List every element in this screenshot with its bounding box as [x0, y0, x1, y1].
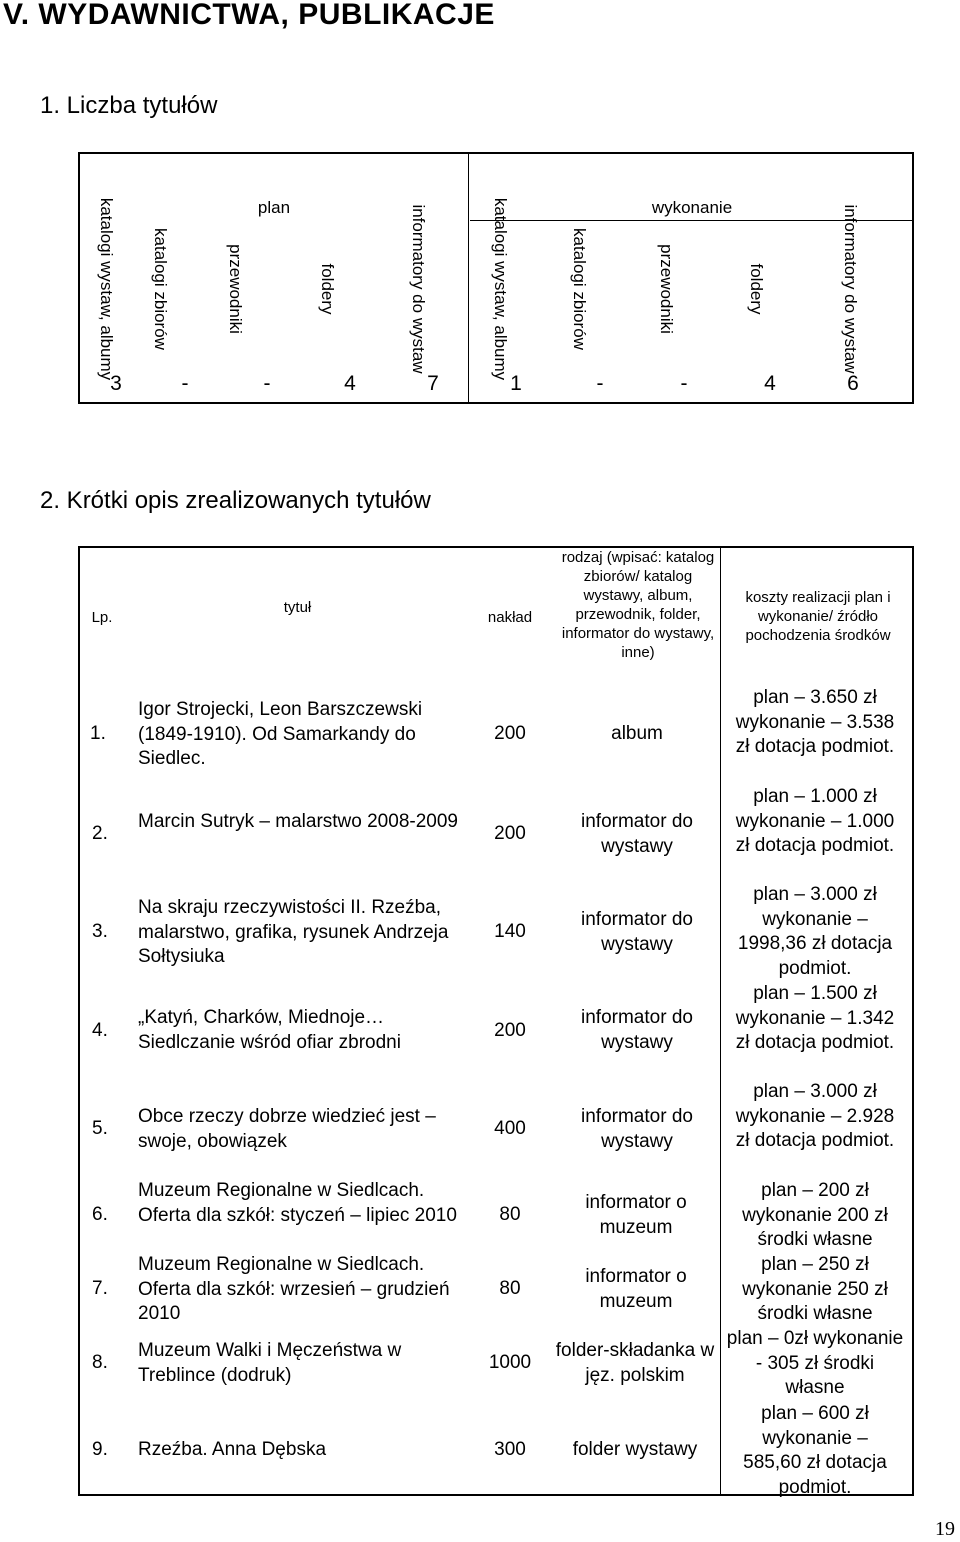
value-cell: 4 [344, 372, 356, 395]
row-9-lp: 9. [92, 1439, 108, 1460]
header-lp: Lp. [91, 609, 113, 626]
titles-count-table [78, 152, 914, 404]
value-cell: - [263, 372, 271, 395]
col-header-5: informatory do wystaw [409, 204, 428, 374]
row-6-rodzaj: informator o muzeum [585, 1192, 687, 1238]
row-8-title: Muzeum Walki i Męczeństwa w Treblince (dodruk) [138, 1340, 402, 1386]
titles-description-table [78, 546, 914, 1496]
row-3-koszty: plan – 3.000 zł wykonanie – 1998,36 zł dotacja podmiot. [737, 884, 893, 979]
row-5-rodzaj: informator do wystawy [581, 1106, 693, 1152]
value-cell: - [596, 372, 604, 395]
row-8-lp: 8. [92, 1352, 108, 1373]
row-1-naklad: 200 [494, 723, 526, 744]
row-6-naklad: 80 [499, 1204, 521, 1225]
value-cell: - [181, 372, 189, 395]
row-4-lp: 4. [92, 1020, 108, 1041]
col-header-9: foldery [747, 263, 766, 315]
row-9-naklad: 300 [494, 1439, 526, 1460]
row-2-title: Marcin Sutryk – malarstwo 2008-2009 [138, 811, 458, 832]
value-cell: 6 [847, 372, 859, 395]
row-2-lp: 2. [92, 823, 108, 844]
row-3-lp: 3. [92, 921, 108, 942]
col-header-10: informatory do wystaw [841, 204, 860, 374]
col-header-1: katalogi wystaw, albumy [97, 197, 116, 381]
row-7-koszty: plan – 250 zł wykonanie 250 zł środki własne [742, 1254, 888, 1324]
row-3-title: Na skraju rzeczywistości II. Rzeźba, malarstwo, grafika, rysunek Andrzeja Sołtysiuka [138, 897, 449, 967]
row-1-rodzaj: album [611, 723, 663, 744]
header-koszty: koszty realizacji plan i wykonanie/ źródło pochodzenia środków [745, 589, 891, 644]
row-2-naklad: 200 [494, 823, 526, 844]
group-plan-label: plan [257, 198, 291, 217]
value-cell: 7 [427, 372, 439, 395]
row-6-title: Muzeum Regionalne w Siedlcach. Oferta dla szkół: styczeń – lipiec 2010 [138, 1180, 457, 1226]
col-header-3: przewodniki [226, 244, 245, 334]
row-2-koszty: plan – 1.000 zł wykonanie – 1.000 zł dotacja podmiot. [735, 786, 895, 856]
row-2-rodzaj: informator do wystawy [581, 811, 693, 857]
section-1-title: 1. Liczba tytułów [40, 92, 218, 119]
header-naklad: nakład [487, 609, 533, 626]
row-4-title: „Katyń, Charków, Miednoje… Siedlczanie wśród ofiar zbrodni [138, 1007, 401, 1053]
section-2-title: 2. Krótki opis zrealizowanych tytułów [40, 487, 431, 514]
col-header-8: przewodniki [657, 244, 676, 334]
col-header-7: katalogi zbiorów [570, 228, 589, 350]
row-9-koszty: plan – 600 zł wykonanie – 585,60 zł dotacja podmiot. [743, 1403, 887, 1498]
value-cell: - [680, 372, 688, 395]
row-4-naklad: 200 [494, 1020, 526, 1041]
row-6-lp: 6. [92, 1204, 108, 1225]
row-5-lp: 5. [92, 1118, 108, 1139]
col-header-2: katalogi zbiorów [151, 228, 170, 350]
row-7-lp: 7. [92, 1278, 108, 1299]
page-number: 19 [935, 1518, 955, 1540]
row-7-naklad: 80 [499, 1278, 521, 1299]
group-wykonanie-label: wykonanie [651, 198, 733, 217]
row-7-rodzaj: informator o muzeum [585, 1266, 687, 1312]
row-8-koszty: plan – 0zł wykonanie - 305 zł środki własne [726, 1328, 904, 1398]
header-tytul: tytuł [283, 599, 312, 616]
row-6-koszty: plan – 200 zł wykonanie 200 zł środki własne [742, 1180, 888, 1250]
row-5-koszty: plan – 3.000 zł wykonanie – 2.928 zł dotacja podmiot. [735, 1081, 895, 1151]
row-8-naklad: 1000 [488, 1352, 532, 1373]
value-cell: 4 [764, 372, 776, 395]
row-9-rodzaj: folder wystawy [572, 1439, 698, 1460]
row-7-title: Muzeum Regionalne w Siedlcach. Oferta dla szkół: wrzesień – grudzień 2010 [138, 1254, 450, 1324]
col-header-4: foldery [318, 263, 337, 315]
row-9-title: Rzeźba. Anna Dębska [138, 1439, 327, 1460]
plan-execution-divider [468, 154, 469, 402]
row-4-koszty: plan – 1.500 zł wykonanie – 1.342 zł dotacja podmiot. [735, 983, 895, 1053]
row-5-title: Obce rzeczy dobrze wiedzieć jest – swoje, obowiązek [138, 1106, 436, 1152]
row-1-koszty: plan – 3.650 zł wykonanie – 3.538 zł dotacja podmiot. [735, 687, 895, 757]
row-5-naklad: 400 [494, 1118, 526, 1139]
header-rodzaj: rodzaj (wpisać: katalog zbiorów/ katalog wystawy, album, przewodnik, folder, informator do wystawy, inne) [561, 549, 715, 661]
row-1-lp: 1. [90, 723, 106, 744]
row-1-title: Igor Strojecki, Leon Barszczewski (1849-1910). Od Samarkandy do Siedlec. [138, 699, 423, 769]
row-3-rodzaj: informator do wystawy [581, 909, 693, 955]
page-heading: V. WYDAWNICTWA, PUBLIKACJE [3, 0, 495, 31]
value-cell: 3 [110, 372, 122, 395]
row-3-naklad: 140 [494, 921, 526, 942]
value-cell: 1 [510, 372, 522, 395]
col-header-6: katalogi wystaw, albumy [491, 197, 510, 381]
row-4-rodzaj: informator do wystawy [581, 1007, 693, 1053]
row-8-rodzaj: folder-składanka w jęz. polskim [555, 1340, 715, 1386]
